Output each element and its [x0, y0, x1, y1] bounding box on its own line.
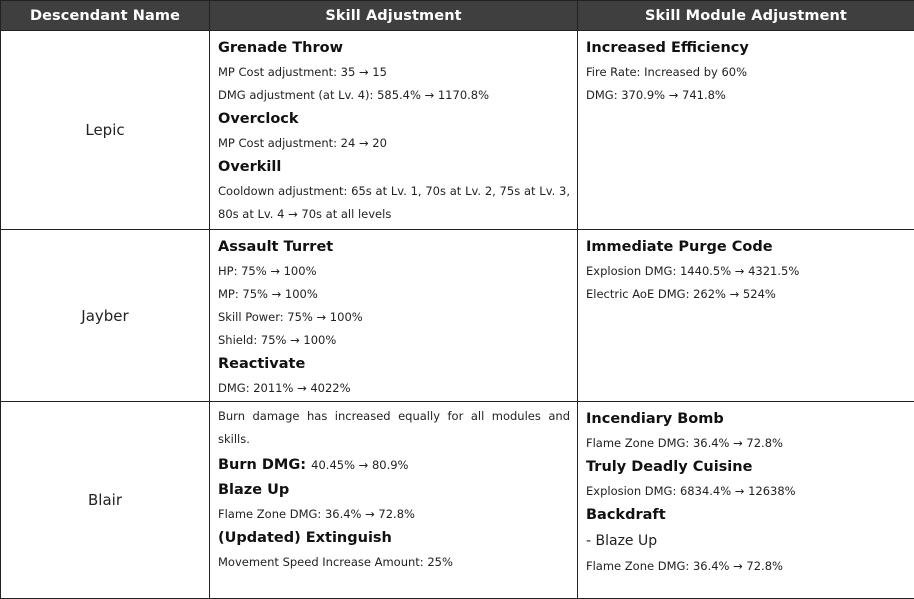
module-detail: DMG: 370.9% → 741.8%: [586, 84, 907, 107]
descendant-name: Lepic: [1, 31, 210, 230]
module-detail: Flame Zone DMG: 36.4% → 72.8%: [586, 432, 907, 455]
skill-detail: Movement Speed Increase Amount: 25%: [218, 551, 570, 574]
table-row: [1, 230, 914, 402]
table-row: [1, 31, 914, 230]
skill-detail: Cooldown adjustment: 65s at Lv. 1, 70s at Lv. 2, 75s at Lv. 3, 80s at Lv. 4 → 70s at all levels: [218, 180, 570, 226]
module-adjustment-cell: [578, 31, 914, 230]
skill-detail: MP Cost adjustment: 35 → 15: [218, 61, 570, 84]
skill-detail: MP: 75% → 100%: [218, 283, 570, 306]
skill-title: (Updated) Extinguish: [218, 528, 570, 548]
skill-adjustment-cell: [210, 230, 578, 402]
table-row: [1, 402, 914, 599]
burn-intro-text: Burn damage has increased equally for all modules and skills.: [218, 405, 570, 451]
header-skill-module-adjustment: Skill Module Adjustment: [578, 1, 914, 31]
descendant-name: Jayber: [1, 230, 210, 402]
skill-title: Grenade Throw: [218, 38, 570, 58]
burn-dmg-value: 40.45% → 80.9%: [311, 458, 408, 472]
module-detail: Fire Rate: Increased by 60%: [586, 61, 907, 84]
module-title: Increased Efficiency: [586, 38, 907, 58]
burn-dmg-label: Burn DMG:: [218, 457, 306, 473]
skill-adjustment-cell: [210, 31, 578, 230]
module-adjustment-cell: [578, 230, 914, 402]
module-title: Incendiary Bomb: [586, 409, 907, 429]
skill-title: Reactivate: [218, 354, 570, 374]
burn-dmg-line: [218, 451, 570, 478]
skill-title: Blaze Up: [218, 480, 570, 500]
module-sub-skill: - Blaze Up: [586, 529, 907, 553]
skill-detail: MP Cost adjustment: 24 → 20: [218, 132, 570, 155]
module-title: Immediate Purge Code: [586, 237, 907, 257]
module-adjustment-cell: [578, 402, 914, 599]
header-row: [1, 1, 914, 31]
header-descendant-name: Descendant Name: [1, 1, 210, 31]
skill-detail: Flame Zone DMG: 36.4% → 72.8%: [218, 503, 570, 526]
skill-detail: HP: 75% → 100%: [218, 260, 570, 283]
header-skill-adjustment: Skill Adjustment: [210, 1, 578, 31]
skill-adjustment-cell: [210, 402, 578, 599]
module-detail: Flame Zone DMG: 36.4% → 72.8%: [586, 555, 907, 578]
module-detail: Electric AoE DMG: 262% → 524%: [586, 283, 907, 306]
skill-title: Overkill: [218, 157, 570, 177]
module-detail: Explosion DMG: 6834.4% → 12638%: [586, 480, 907, 503]
skill-title: Assault Turret: [218, 237, 570, 257]
module-title: Backdraft: [586, 505, 907, 525]
skill-detail: DMG: 2011% → 4022%: [218, 377, 570, 400]
skill-detail: DMG adjustment (at Lv. 4): 585.4% → 1170.8%: [218, 84, 570, 107]
module-title: Truly Deadly Cuisine: [586, 457, 907, 477]
descendant-name: Blair: [1, 402, 210, 599]
skill-title: Overclock: [218, 109, 570, 129]
skill-detail: Shield: 75% → 100%: [218, 329, 570, 352]
skill-detail: Skill Power: 75% → 100%: [218, 306, 570, 329]
module-detail: Explosion DMG: 1440.5% → 4321.5%: [586, 260, 907, 283]
